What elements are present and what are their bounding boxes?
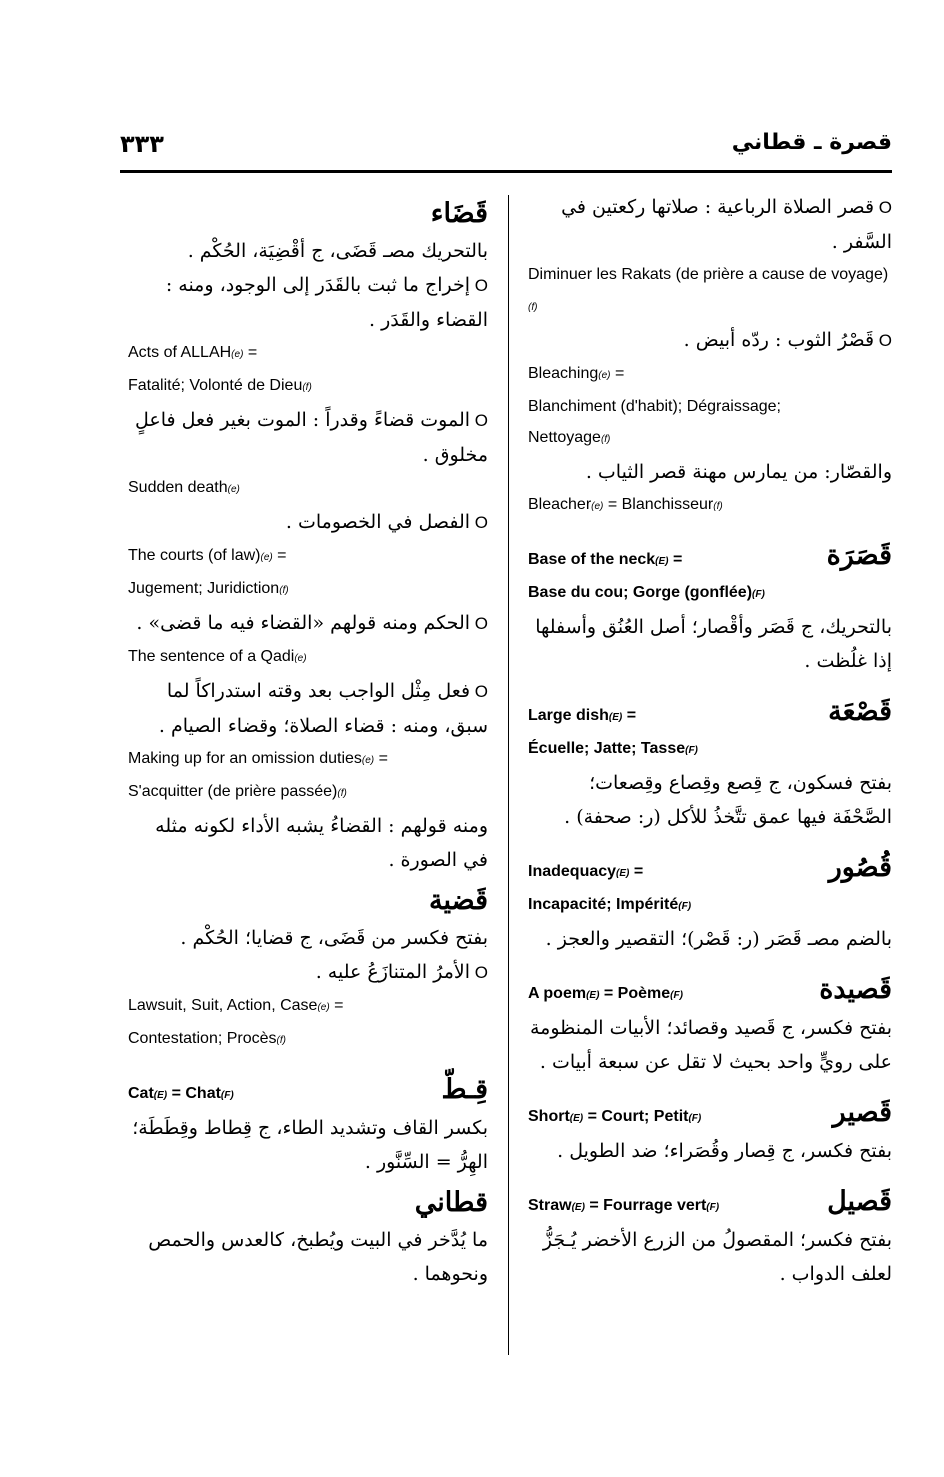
definition-arabic: O فعل مِثْل الواجب بعد وقته استدراكاً لما سبق، ومنه : قضاء الصلاة؛ وقضاء الصيام . — [128, 674, 488, 743]
translation-english: Bleacher(e) = Blanchisseur(f) — [528, 496, 723, 513]
translation-english: Sudden death(e) — [128, 479, 240, 496]
headword-english: Inadequacy(E) = — [528, 863, 644, 880]
headword-french: Incapacité; Impérité(F) — [528, 896, 692, 913]
translation-english: Making up for an omission duties(e) = — [128, 750, 388, 767]
translation-english: Acts of ALLAH(e) = — [128, 344, 258, 361]
entry-qitt — [128, 1070, 488, 1111]
translation-french: Diminuer les Rakats (de prière a cause de voyage)(f) — [528, 266, 889, 313]
entry-qusur — [528, 848, 892, 889]
entry-qasida — [528, 970, 892, 1011]
definition-arabic: O قصر الصلاة الرباعية : صلاتها ركعتين في السَّفر . — [528, 190, 892, 259]
headword-english: Cat(E) = Chat(F) — [128, 1085, 234, 1102]
translation-french: Fatalité; Volonté de Dieu(f) — [128, 377, 312, 394]
entry-qasara — [528, 536, 892, 577]
translation-english: The sentence of a Qadi(e) — [128, 648, 307, 665]
translation-french: Contestation; Procès(f) — [128, 1030, 286, 1047]
headword-english: Short(E) = Court; Petit(F) — [528, 1108, 702, 1125]
headword-english: Base of the neck(E) = — [528, 551, 683, 568]
headword-english: Large dish(E) = — [528, 707, 637, 724]
page-header — [120, 130, 892, 166]
definition-arabic: بالتحريك، ج قَصَر وأقْصار؛ أصل العُنُق وأسفلها إذا غلُظت . — [535, 616, 892, 672]
entry-qasil — [528, 1182, 892, 1223]
header-rule — [120, 170, 892, 173]
translation-french: Nettoyage(f) — [528, 429, 611, 446]
headword: قُصُور — [828, 852, 892, 883]
translation-english: The courts (of law)(e) = — [128, 547, 287, 564]
translation-english: Lawsuit, Suit, Action, Case(e) = — [128, 997, 344, 1014]
definition-arabic: O الموت قضاءً وقدراً : الموت بغير فعل فاعلٍ مخلوق . — [128, 403, 488, 472]
page-number: ٣٣٣ — [120, 130, 164, 158]
definition-arabic: والقصّار: من يمارس مهنة قصر الثياب . — [585, 461, 892, 483]
entry-qasir — [528, 1093, 892, 1134]
headword: قَصيل — [827, 1186, 892, 1217]
running-head: قصرة ـ قطاني — [731, 130, 892, 155]
translation-english: Bleaching(e) = — [528, 365, 625, 382]
headword: قَصيدة — [819, 974, 892, 1005]
left-column — [128, 190, 488, 1291]
definition-arabic: بفتح فسكون، ج قِصع وقِصاع وقِصعات؛ الصَّحْفَة فيها عمق تتَّخذُ للأكل (ر: صحفة) . — [564, 772, 892, 828]
definition-arabic: ومنه قولهم : القضاءُ يشبه الأداء لكونه مثله في الصورة . — [155, 815, 488, 871]
headword: قَضَاء — [430, 198, 488, 229]
definition-arabic: بفتح فكسر؛ المقصولُ من الزرع الأخضر يُـجَزُّ لعلف الدواب . — [542, 1229, 892, 1285]
headword-french: Base du cou; Gorge (gonflée)(F) — [528, 584, 765, 601]
headword: قَصَرَة — [826, 540, 892, 571]
headword: قَصْعَة — [828, 696, 892, 727]
definition-arabic: O قَصْرُ الثوب : ردّه أبيض . — [528, 323, 892, 358]
definition-arabic: بكسر القاف وتشديد الطاء، ج قِطاط وقِطَطَة؛ الهِرُّ = السِّنَّور . — [132, 1117, 488, 1173]
headword: قِـطّ — [441, 1074, 488, 1105]
definition-arabic: بفتح فكسر، ج قِصار وقُصَراء؛ ضد الطويل . — [557, 1140, 892, 1162]
headword-english: Straw(E) = Fourrage vert(F) — [528, 1197, 720, 1214]
definition-arabic: O الحكم ومنه قولهم «القضاء فيه ما قضى» . — [128, 606, 488, 641]
right-column — [528, 190, 892, 1291]
entry-qasaa — [528, 692, 892, 733]
headword-french: Écuelle; Jatte; Tasse(F) — [528, 740, 698, 757]
definition-arabic: O الأمرُ المتنازَعُ عليه . — [128, 955, 488, 990]
headword: قَضية — [429, 885, 488, 916]
definition-arabic: O الفصل في الخصومات . — [128, 505, 488, 540]
definition-arabic: بفتح فكسر من قَضَى، ج قضايا؛ الحُكْم . — [180, 927, 488, 949]
translation-french: Blanchiment (d'habit); Dégraissage; — [528, 398, 781, 415]
translation-french: Jugement; Juridiction(f) — [128, 580, 289, 597]
definition-arabic: بفتح فكسر، ج قَصيد وقصائد؛ الأبيات المنظومة على رويٍّ واحد بحيث لا تقل عن سبعة أبيات . — [530, 1017, 892, 1073]
headword: قطاني — [414, 1187, 488, 1218]
definition-arabic: ما يُدَّخر في البيت ويُطبخ، كالعدس والحمص ونحوهما . — [148, 1229, 488, 1285]
translation-french: S'acquitter (de prière passée)(f) — [128, 783, 347, 800]
headword-english: A poem(E) = Poème(F) — [528, 985, 683, 1002]
definition-arabic: بالتحريك مصـ قَضَى، ج أقْضِيَة، الحُكْم . — [187, 240, 488, 262]
headword: قَصير — [832, 1097, 892, 1128]
definition-arabic: بالضم مصـ قَصَر (ر: قَصْر)؛ التقصير والعجز . — [545, 928, 892, 950]
definition-arabic: O إخراج ما ثبت بالقَدَر إلى الوجود، ومنه : القضاء والقَدَر . — [128, 268, 488, 337]
column-divider — [508, 195, 509, 1355]
